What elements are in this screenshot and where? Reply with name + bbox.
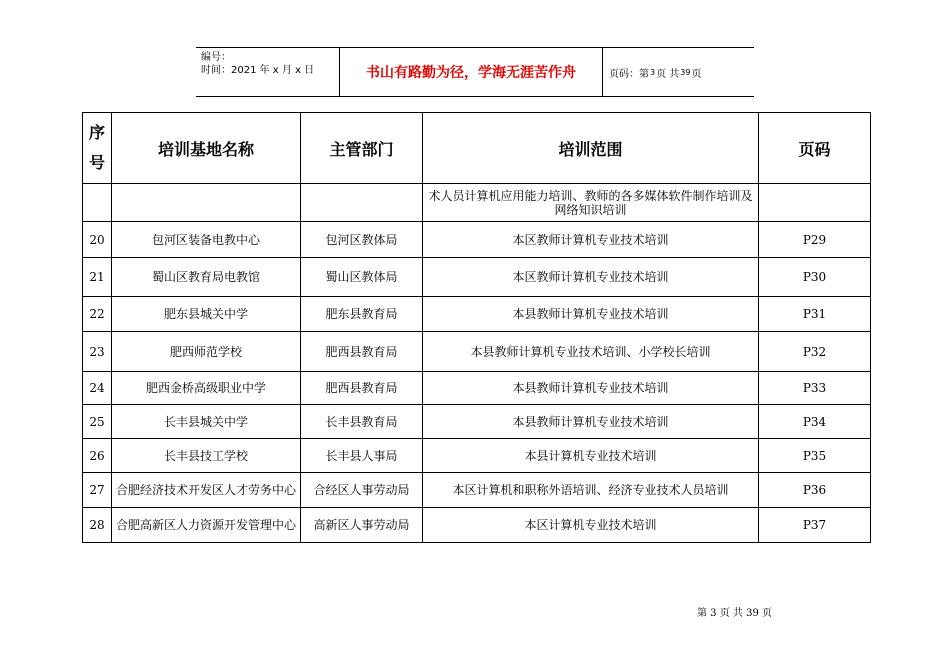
cell-dept: 包河区教体局: [301, 222, 423, 258]
header-dept: 主管部门: [301, 113, 423, 184]
cell-seq: 26: [83, 439, 112, 473]
cell-scope: 本区计算机和职称外语培训、经济专业技术人员培训: [423, 473, 759, 508]
cell-name: 合肥高新区人力资源开发管理中心: [112, 508, 301, 543]
training-base-table: [82, 112, 871, 543]
page-current-num: 3: [650, 67, 656, 77]
cell-page: P37: [759, 508, 871, 543]
cell-scope: 本区计算机专业技术培训: [423, 508, 759, 543]
page-label: 页码：: [609, 68, 639, 80]
cell-seq: 22: [83, 297, 112, 332]
header-motto: 书山有路勤为径，学海无涯苦作舟: [339, 48, 603, 96]
cell-name: 长丰县城关中学: [112, 405, 301, 439]
page-footer: 第 3 页 共 39 页: [697, 608, 772, 619]
table-row: [83, 439, 871, 473]
page-total-num: 39: [680, 67, 691, 77]
cell-dept: 肥西县教育局: [301, 332, 423, 372]
table-row: [83, 372, 871, 405]
table-row: [83, 184, 871, 222]
cell-page: P36: [759, 473, 871, 508]
cell-seq: 28: [83, 508, 112, 543]
cell-dept: 合经区人事劳动局: [301, 473, 423, 508]
cell-scope: 本县教师计算机专业技术培训: [423, 405, 759, 439]
table-row: [83, 297, 871, 332]
cell-page: P34: [759, 405, 871, 439]
table-row: [83, 508, 871, 543]
cell-name: 蜀山区教育局电教馆: [112, 258, 301, 297]
cell-dept: 长丰县人事局: [301, 439, 423, 473]
cell-scope: 本县教师计算机专业技术培训、小学校长培训: [423, 332, 759, 372]
cell-page: P31: [759, 297, 871, 332]
header-name: 培训基地名称: [112, 113, 301, 184]
cell-page: [759, 184, 871, 222]
cell-page: P29: [759, 222, 871, 258]
cell-page: P33: [759, 372, 871, 405]
cell-scope: 本县教师计算机专业技术培训: [423, 297, 759, 332]
page-mid-text: 页 共: [656, 68, 680, 80]
cell-dept: [301, 184, 423, 222]
cell-seq: 25: [83, 405, 112, 439]
cell-scope: 本县计算机专业技术培训: [423, 439, 759, 473]
cell-seq: [83, 184, 112, 222]
table-row: [83, 222, 871, 258]
cell-page: P30: [759, 258, 871, 297]
page-end-text: 页: [691, 68, 702, 80]
cell-page: P32: [759, 332, 871, 372]
cell-dept: 肥西县教育局: [301, 372, 423, 405]
header-seq: 序 号: [83, 113, 112, 184]
cell-name: 长丰县技工学校: [112, 439, 301, 473]
cell-page: P35: [759, 439, 871, 473]
table-row: [83, 405, 871, 439]
cell-scope: 术人员计算机应用能力培训、教师的各多媒体软件制作培训及网络知识培训: [423, 184, 759, 222]
header-scope: 培训范围: [423, 113, 759, 184]
cell-name: 包河区装备电教中心: [112, 222, 301, 258]
header-page: 页码: [759, 113, 871, 184]
table-row: [83, 332, 871, 372]
header-meta: [196, 48, 339, 96]
header-page-info: [603, 48, 754, 96]
page-current-text: 第: [639, 68, 649, 80]
cell-seq: 23: [83, 332, 112, 372]
cell-name: 肥西金桥高级职业中学: [112, 372, 301, 405]
cell-dept: 肥东县教育局: [301, 297, 423, 332]
cell-dept: 高新区人事劳动局: [301, 508, 423, 543]
table-row: [83, 258, 871, 297]
cell-scope: 本县教师计算机专业技术培训: [423, 372, 759, 405]
cell-seq: 21: [83, 258, 112, 297]
cell-name: 合肥经济技术开发区人才劳务中心: [112, 473, 301, 508]
cell-seq: 20: [83, 222, 112, 258]
document-header: [196, 47, 754, 97]
cell-scope: 本区教师计算机专业技术培训: [423, 222, 759, 258]
cell-dept: 长丰县教育局: [301, 405, 423, 439]
table-header-row: [83, 113, 871, 184]
cell-dept: 蜀山区教体局: [301, 258, 423, 297]
cell-name: 肥东县城关中学: [112, 297, 301, 332]
cell-seq: 27: [83, 473, 112, 508]
id-label: 编号：: [201, 52, 231, 63]
cell-seq: 24: [83, 372, 112, 405]
cell-name: [112, 184, 301, 222]
table-row: [83, 473, 871, 508]
cell-scope: 本区教师计算机专业技术培训: [423, 258, 759, 297]
cell-name: 肥西师范学校: [112, 332, 301, 372]
date-label: 时间：2021 年 x 月 x 日: [201, 65, 315, 76]
